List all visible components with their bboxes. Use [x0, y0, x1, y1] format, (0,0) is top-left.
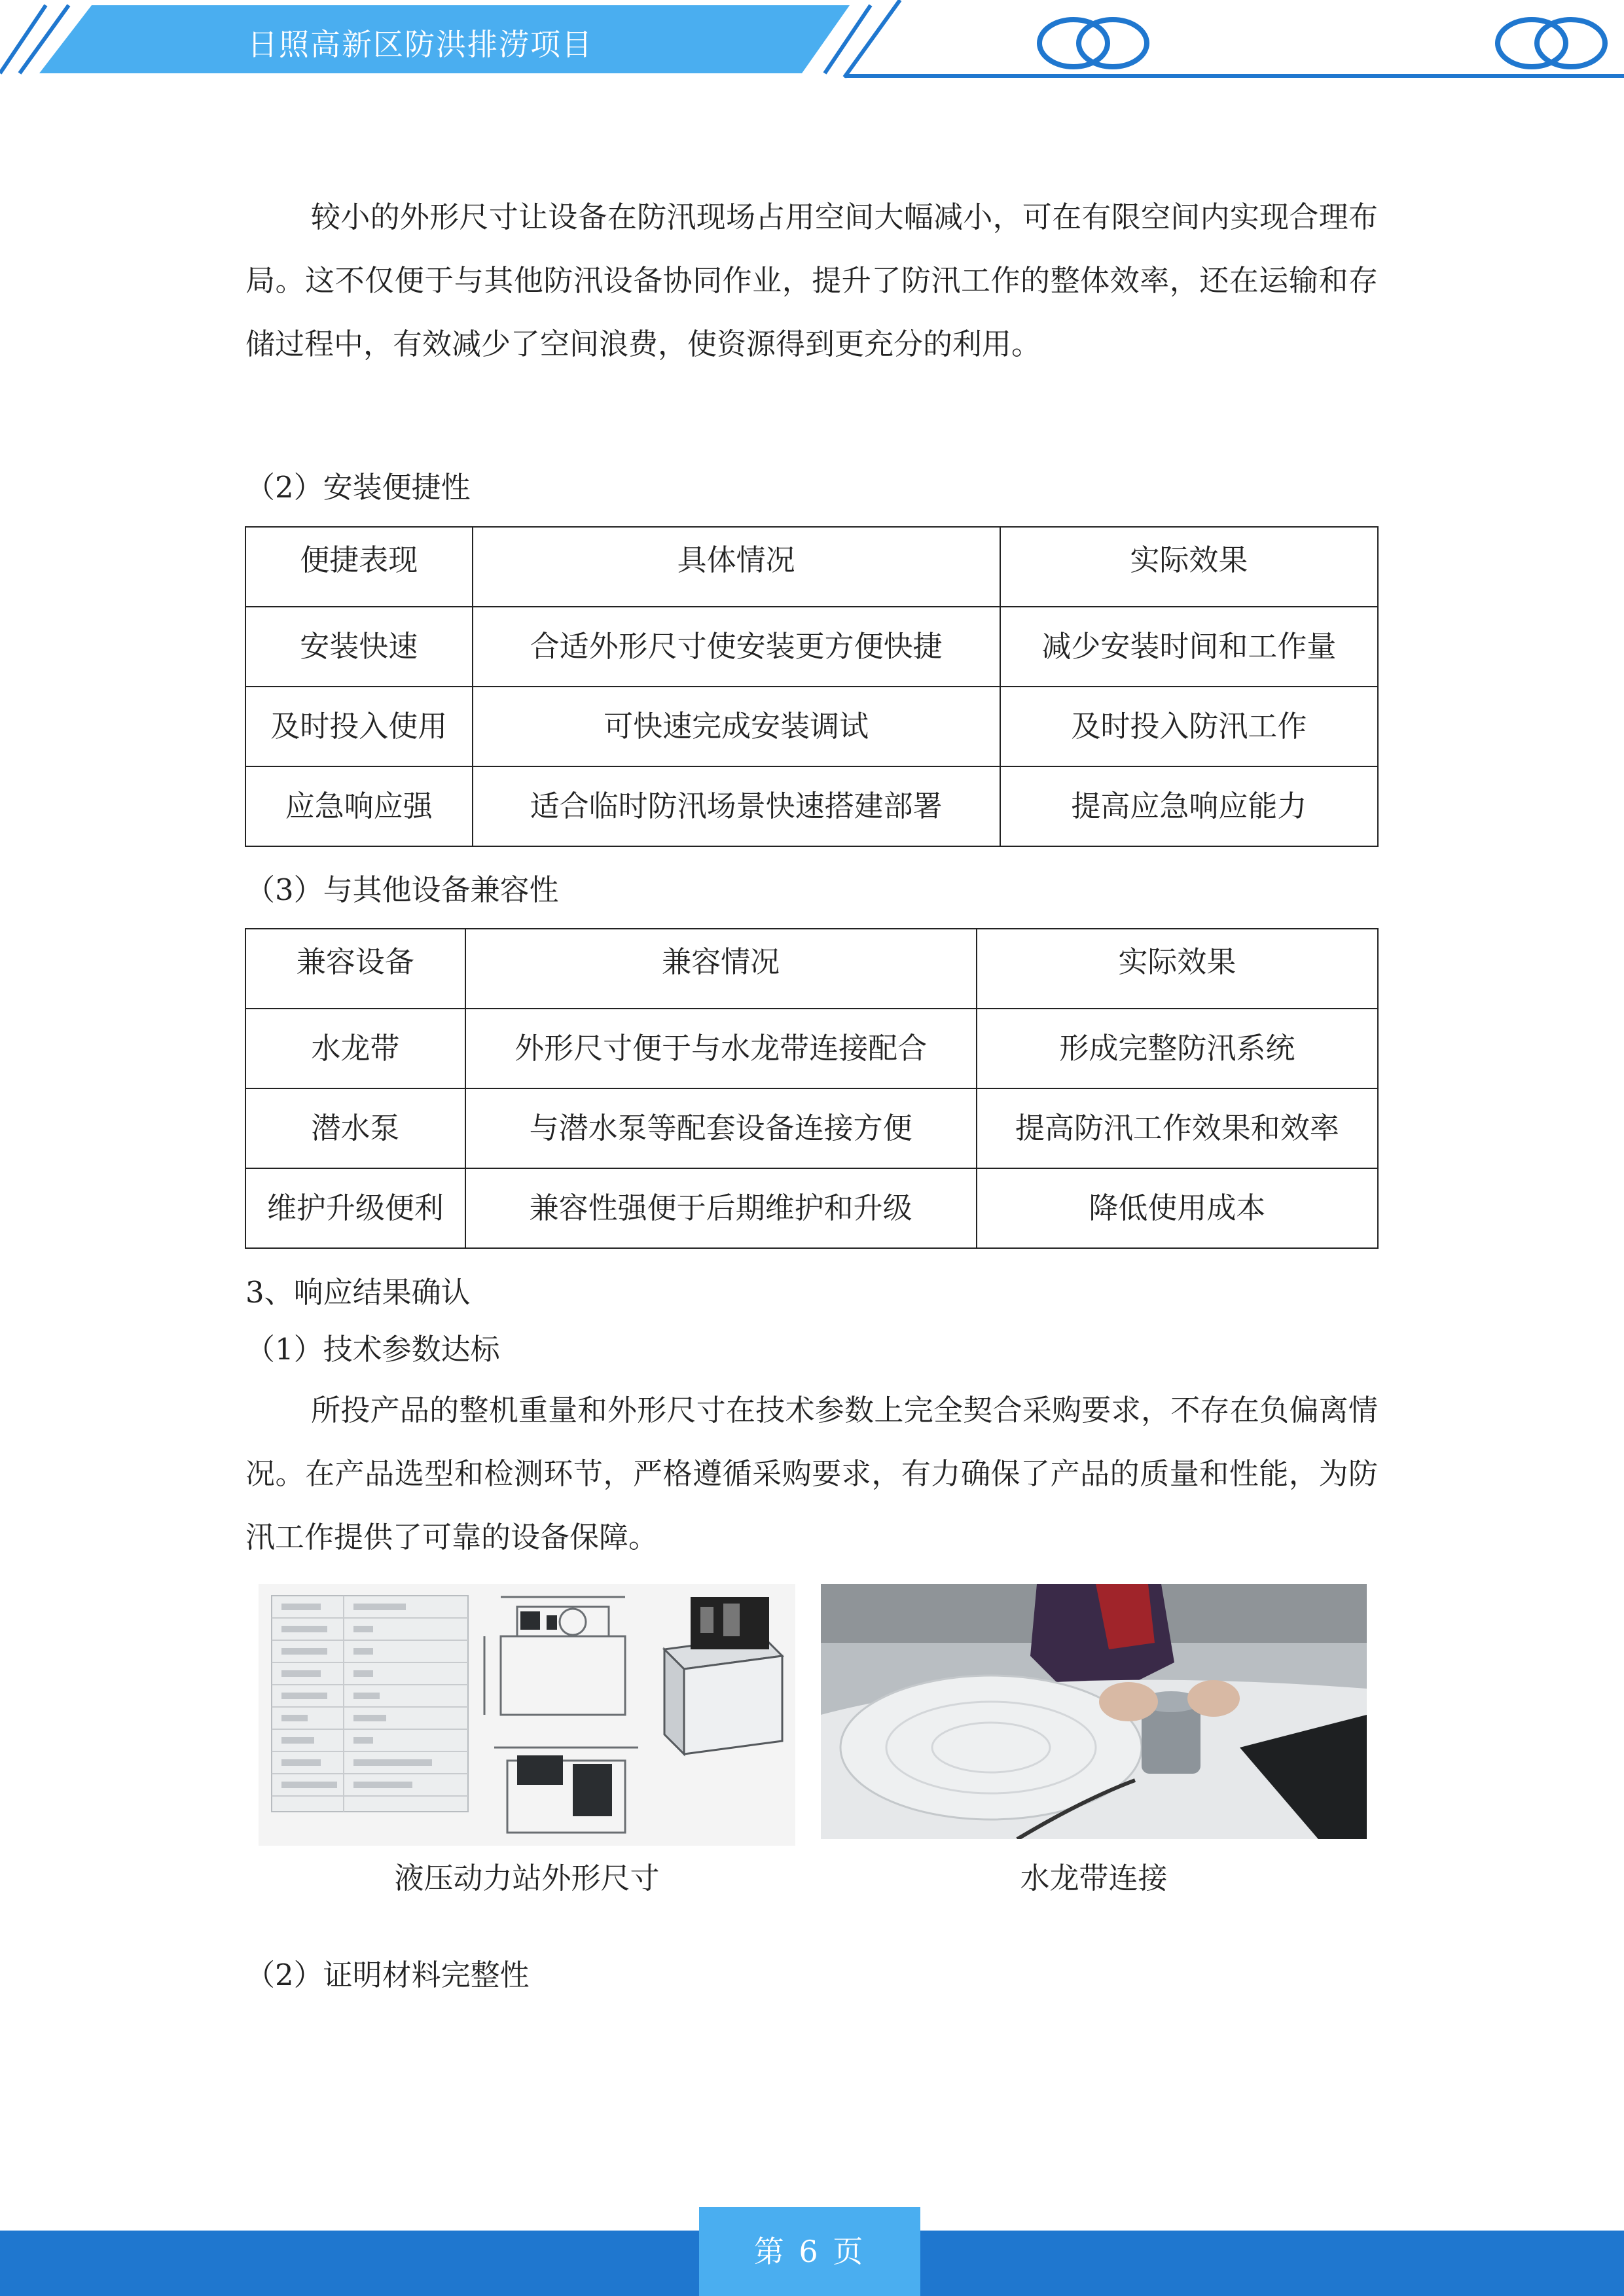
table-row	[245, 1168, 1378, 1248]
heading-install-convenience: （2）安装便捷性	[245, 470, 471, 505]
table-cell: 提高防汛工作效果和效率	[977, 1088, 1378, 1168]
table-row	[245, 766, 1378, 846]
table-row	[245, 607, 1378, 687]
table-cell: 降低使用成本	[977, 1168, 1378, 1248]
table-cell: 与潜水泵等配套设备连接方便	[465, 1088, 977, 1168]
paragraph-size-benefit: 较小的外形尺寸让设备在防汛现场占用空间大幅减小，可在有限空间内实现合理布局。这不仅便于与其他防汛设备协同作业，提升了防汛工作的整体效率，还在运输和存储过程中，有效减少了空间浪费，使资源得到更充分的利用。	[245, 200, 1378, 361]
header-title: 日照高新区防洪排涝项目	[247, 27, 593, 62]
table-cell: 及时投入使用	[245, 687, 473, 766]
table-cell: 减少安装时间和工作量	[1000, 607, 1378, 687]
double-ring-logo-icon	[1498, 20, 1605, 67]
table-header-cell: 兼容设备	[245, 929, 465, 1009]
compatibility-table	[245, 928, 1379, 1249]
table-cell: 适合临时防汛场景快速搭建部署	[473, 766, 1000, 846]
table-row	[245, 1088, 1378, 1168]
table-header-cell: 实际效果	[977, 929, 1378, 1009]
figure-caption-hose: 水龙带连接	[1020, 1861, 1168, 1895]
table-cell: 提高应急响应能力	[1000, 766, 1378, 846]
paragraph-compliance: 所投产品的整机重量和外形尺寸在技术参数上完全契合采购要求，不存在负偏离情况。在产品选型和检测环节，严格遵循采购要求，有力确保了产品的质量和性能，为防汛工作提供了可靠的设备保障。	[245, 1393, 1378, 1554]
table-header-cell: 兼容情况	[465, 929, 977, 1009]
table-cell: 水龙带	[245, 1009, 465, 1088]
install-convenience-table	[245, 526, 1379, 847]
table-header-row	[245, 929, 1378, 1009]
hydraulic-station-dimension-image	[259, 1584, 795, 1846]
table-cell: 应急响应强	[245, 766, 473, 846]
table-cell: 潜水泵	[245, 1088, 465, 1168]
heading-compatibility: （3）与其他设备兼容性	[245, 872, 559, 907]
table-cell: 兼容性强便于后期维护和升级	[465, 1168, 977, 1248]
double-ring-logo-icon	[1039, 20, 1147, 67]
page-number: 第 6 页	[699, 2207, 920, 2296]
table-cell: 安装快速	[245, 607, 473, 687]
table-header-cell: 具体情况	[473, 527, 1000, 607]
table-row	[245, 687, 1378, 766]
table-cell: 合适外形尺寸使安装更方便快捷	[473, 607, 1000, 687]
heading-section-3: 3、响应结果确认	[245, 1275, 471, 1310]
table-cell: 维护升级便利	[245, 1168, 465, 1248]
heading-proof-materials: （2）证明材料完整性	[245, 1958, 530, 1992]
table-row	[245, 1009, 1378, 1088]
table-cell: 及时投入防汛工作	[1000, 687, 1378, 766]
table-header-row	[245, 527, 1378, 607]
page-header	[0, 0, 1624, 92]
header-decoration	[0, 0, 1624, 92]
figure-caption-hydraulic: 液压动力站外形尺寸	[394, 1861, 660, 1895]
table-cell: 外形尺寸便于与水龙带连接配合	[465, 1009, 977, 1088]
table-header-cell: 实际效果	[1000, 527, 1378, 607]
table-cell: 可快速完成安装调试	[473, 687, 1000, 766]
heading-tech-params: （1）技术参数达标	[245, 1332, 500, 1367]
table-cell: 形成完整防汛系统	[977, 1009, 1378, 1088]
hose-connection-photo	[821, 1584, 1367, 1839]
table-header-cell: 便捷表现	[245, 527, 473, 607]
